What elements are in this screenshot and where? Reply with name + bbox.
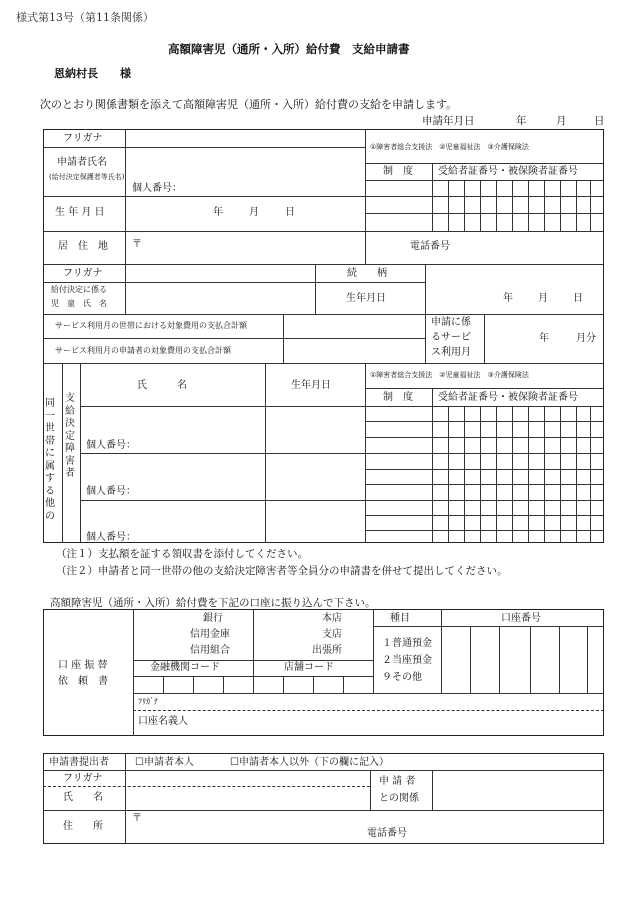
bank-form-label-1: 口 座 振 替 bbox=[58, 660, 108, 671]
submitter-label: 申請書提出者 bbox=[49, 757, 109, 768]
applicant-personal-number-label: 個人番号： bbox=[132, 183, 182, 194]
others-personal-number-2: 個人番号： bbox=[86, 486, 136, 497]
holder-furigana-label: ﾌﾘｶﾞﾅ bbox=[138, 697, 158, 706]
applicant-system-header: 制 度 bbox=[383, 166, 413, 177]
form-number: 様式第13号（第11条関係） bbox=[16, 11, 154, 24]
date-month: 月 bbox=[556, 115, 567, 127]
address-postal-mark: 〒 bbox=[132, 239, 142, 250]
submitter-relation-label-2: との関係 bbox=[379, 793, 419, 804]
submitter-postal-mark: 〒 bbox=[132, 813, 142, 824]
submitter-option-other[interactable]: ☐申請者本人以外（下の欄に記入） bbox=[230, 757, 389, 768]
service-month-label-1: 申請に係 bbox=[431, 317, 471, 328]
date-year: 年 bbox=[516, 115, 527, 127]
branch-code-label: 店舗コード bbox=[284, 662, 334, 673]
household-total-label: サービス利用月の世帯における対象費用の支払合計額 bbox=[55, 321, 247, 330]
submitter-furigana-label: フリガナ bbox=[63, 773, 103, 784]
child-birth-label: 生年月日 bbox=[346, 293, 386, 304]
bank-form-label-2: 依 頼 書 bbox=[58, 676, 108, 687]
note-2: （注２）申請者と同一世帯の他の支給決定障害者等全員分の申請書を併せて提出してください。 bbox=[56, 565, 508, 577]
form-title: 高額障害児（通所・入所）給付費 支給申請書 bbox=[168, 42, 410, 56]
intro-text: 次のとおり関係書類を添えて高額障害児（通所・入所）給付費の支給を申請します。 bbox=[40, 98, 458, 111]
others-law-options: ①障害者総合支援法 ②児童福祉法 ③介護保険法 bbox=[370, 371, 529, 379]
applicant-birth-month: 月 bbox=[249, 207, 259, 218]
submitter-relation-label-1: 申 請 者 bbox=[379, 776, 416, 787]
child-relation-label: 続 柄 bbox=[347, 268, 387, 279]
service-month-label-2: るサービ bbox=[431, 332, 471, 343]
applicant-birth-label: 生 年 月 日 bbox=[55, 207, 105, 218]
submitter-name-label: 氏 名 bbox=[63, 792, 103, 803]
bank-type-1: 銀行 bbox=[203, 613, 223, 624]
bank-type-2: 信用金庫 bbox=[190, 629, 230, 640]
others-birth-header: 生年月日 bbox=[291, 380, 331, 391]
applicant-name-sublabel: (給付決定保護者等氏名) bbox=[49, 173, 125, 181]
applicant-cert-number-header: 受給者証番号・被保険者証番号 bbox=[438, 166, 578, 177]
applicant-birth-year: 年 bbox=[213, 207, 223, 218]
others-vertical-label-2: 支給決定障害者 bbox=[65, 393, 75, 479]
submitter-phone-label: 電話番号 bbox=[367, 828, 407, 839]
bank-intro: 高額障害児（通所・入所）給付費を下記の口座に振り込んで下さい。 bbox=[50, 597, 376, 609]
application-date-label: 申請年月日 bbox=[422, 115, 475, 127]
others-vertical-label-1: 同一世帯に属する他の bbox=[45, 398, 55, 522]
service-month-label-3: ス利用月 bbox=[431, 347, 471, 358]
addressee: 恩納村長 様 bbox=[54, 67, 131, 80]
account-type-1: １普通預金 bbox=[382, 638, 432, 649]
applicant-name-label: 申請者氏名 bbox=[57, 157, 107, 168]
date-day: 日 bbox=[594, 115, 605, 127]
phone-label: 電話番号 bbox=[410, 241, 450, 252]
bank-type-3: 信用組合 bbox=[190, 645, 230, 656]
child-furigana-label: フリガナ bbox=[63, 268, 103, 279]
others-system-header: 制 度 bbox=[383, 392, 413, 403]
note-1: （注１）支払額を証する領収書を添付してください。 bbox=[56, 548, 308, 560]
branch-type-2: 支店 bbox=[322, 629, 342, 640]
service-month-year: 年 bbox=[539, 333, 549, 344]
submitter-address-label: 住 所 bbox=[63, 821, 103, 832]
child-birth-month: 月 bbox=[538, 293, 548, 304]
account-type-header: 種目 bbox=[390, 613, 410, 624]
others-cert-number-header: 受給者証番号・被保険者証番号 bbox=[438, 392, 578, 403]
child-name-label-2: 児 童 氏 名 bbox=[51, 299, 107, 308]
child-birth-year: 年 bbox=[503, 293, 513, 304]
account-number-header: 口座番号 bbox=[501, 613, 541, 624]
account-type-3: ９その他 bbox=[382, 672, 422, 683]
account-holder-label: 口座名義人 bbox=[138, 716, 188, 727]
others-personal-number-3: 個人番号： bbox=[86, 532, 136, 543]
account-type-2: ２当座預金 bbox=[382, 655, 432, 666]
service-month-month: 月分 bbox=[576, 333, 596, 344]
others-name-header: 氏 名 bbox=[137, 380, 187, 391]
submitter-option-self[interactable]: ☐申請者本人 bbox=[135, 757, 194, 768]
applicant-birth-day: 日 bbox=[285, 207, 295, 218]
applicant-total-label: サービス利用月の申請者の対象費用の支払合計額 bbox=[55, 346, 231, 355]
bank-code-label: 金融機関コード bbox=[150, 662, 220, 673]
branch-type-3: 出張所 bbox=[312, 645, 342, 656]
child-name-label-1: 給付決定に係る bbox=[51, 285, 107, 294]
others-personal-number-1: 個人番号： bbox=[86, 440, 136, 451]
address-label: 居 住 地 bbox=[58, 241, 108, 252]
branch-type-1: 本店 bbox=[322, 613, 342, 624]
child-birth-day: 日 bbox=[573, 293, 583, 304]
applicant-furigana-label: フリガナ bbox=[63, 133, 103, 144]
applicant-law-options: ①障害者総合支援法 ②児童福祉法 ③介護保険法 bbox=[370, 143, 529, 151]
